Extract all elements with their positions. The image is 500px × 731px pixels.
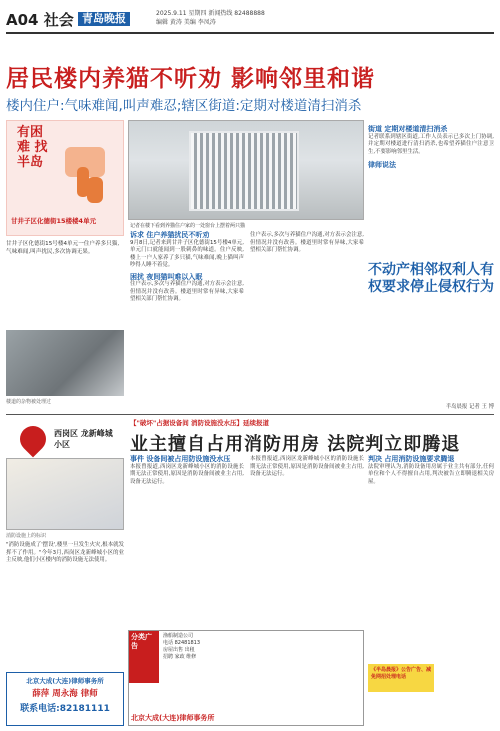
- section-text: 本报曾报道,西岗区龙新峰城小区的消防设施长期无法正常使用,原因是消防设备间被业主占用,设备无法运行。: [250, 456, 364, 477]
- byline1: 半岛晨报 记者 王 博: [445, 404, 494, 410]
- section-title: 事件 设备间被占用防设施没水压: [130, 455, 231, 463]
- editor-line: 编辑 黄涛 美编 李凤涛: [156, 19, 216, 26]
- section-text: 住户表示,多次与养猫住户沟通,对方表示会注意,但情况并没有改善。楼道里时常有异味,大家希望相关部门帮忙协调。: [130, 281, 244, 302]
- ad-names: 薛萍 周永海 律师: [32, 689, 98, 699]
- story2-col2: [250, 456, 364, 479]
- classified-line: 渔船制造公司: [163, 633, 194, 639]
- classified-line: 房屋出售 出租: [163, 647, 195, 653]
- date-line: 2025.9.11 星期四 新闻热线 82488888: [156, 10, 265, 17]
- lawyer-headline: 不动产相邻权利人有权要求停止侵权行为: [368, 262, 494, 295]
- help-badge-box: [6, 120, 124, 236]
- hand-pointer-icon: [59, 143, 111, 213]
- story1-headline: 居民楼内养猫不听劝 影响邻里和谐: [6, 65, 376, 92]
- window-grid: [189, 131, 299, 211]
- paper-logo: 青岛晚报: [78, 12, 130, 26]
- section-title: 诉求 住户养猫扰民不听劝: [130, 231, 210, 239]
- story2-headline: 业主擅自占用消防用房 法院判立即腾退: [130, 434, 461, 455]
- story2-tag: 【"破坏"占据设备间 消防设施没水压】延续报道: [130, 419, 270, 427]
- ad-firm: 北京大成(大连)律师事务所: [26, 677, 104, 685]
- left-photo2-caption: 消防设施上的标识: [6, 533, 47, 539]
- classified-promo: 北京大成(大连)律师事务所: [131, 714, 215, 722]
- left-photo: [6, 330, 124, 396]
- left-photo-2: [6, 458, 124, 530]
- section-title: 困扰 夜间猫叫难以入眠: [130, 272, 203, 281]
- masthead: [6, 6, 494, 34]
- classified-body: [163, 633, 361, 661]
- masthead-meta: [156, 9, 265, 27]
- story2-left-text: "消防设施成了'摆设',楼里一旦发生火灾,根本就发挥不了作用。"今年3月,西岗区龙新峰城小区的业主反映,他们小区楼内的消防设施无法使用。: [6, 542, 124, 563]
- help-badge: 有困难 找半岛: [17, 125, 48, 170]
- law-firm-ad: [6, 672, 124, 726]
- classified-line: 电话 82481813: [163, 640, 201, 646]
- main-photo-caption: 记者在楼下看到养猫住户家的一处窗台上摆着两只猫: [130, 223, 246, 229]
- story1-col2: [250, 232, 364, 255]
- location-pin-icon: [15, 421, 52, 458]
- section-title: 街道 定期对楼道清扫消杀: [368, 125, 448, 133]
- location-text: 西岗区 龙新峰城小区: [54, 429, 113, 449]
- section-title: 判决 占用消防设施要求腾退: [368, 455, 455, 463]
- story1-subhead: 楼内住户:气味难闻,叫声难忍;辖区街道:定期对楼道清扫消杀: [6, 98, 362, 114]
- classified-line: 招聘 家政 维修: [163, 654, 197, 660]
- left-photo-caption: 楼道的杂物被处理过: [6, 399, 52, 405]
- section-text: 住户表示,多次与养猫住户沟通,对方表示会注意,但情况并没有改善。楼道里时常有异味,大家希望相关部门帮忙协调。: [250, 232, 364, 253]
- story2-col1: [130, 456, 244, 486]
- section-divider: [6, 414, 494, 415]
- classified-header: 分类广告: [129, 631, 159, 683]
- story2-col3: [368, 456, 494, 486]
- case-location: 甘井子区化德街15楼楼4单元: [11, 217, 97, 225]
- ad-phone: 联系电话:82181111: [20, 704, 110, 714]
- lawyer-label: 律师说法: [368, 161, 396, 169]
- story1-col3: [368, 126, 494, 170]
- section-text: 记者联系到辖区街道,工作人员表示已多次上门协调,并定期对楼道进行清扫消杀,也希望养猫住户注意卫生,不要影响邻里生活。: [368, 133, 494, 155]
- section-text: 9月8日,记者来到甘井子区化德街15号楼4单元,单元门口就能闻到一股刺鼻的味道。住户反映,楼上一户人家养了多只猫,气味难闻,晚上猫叫声吵得人睡不着觉。: [130, 239, 244, 268]
- classified-ads: [128, 630, 364, 726]
- story1-intro: 甘井子区化德街15号楼4单元一住户养多只猫,气味难闻,叫声扰民,多次协调无果。: [6, 241, 120, 255]
- story1-col1: [130, 232, 244, 304]
- section-text: 法院审理认为,消防设备用房属于业主共有部分,任何单位和个人不得擅自占用,判决被告立即腾退相关房屋。: [368, 463, 494, 485]
- section-number: A04 社会: [6, 11, 74, 29]
- notice-box: 《半岛晨报》公告广告、减免网招处理电话: [368, 664, 434, 692]
- main-photo: [128, 120, 364, 220]
- section-text: 本报曾报道,西岗区龙新峰城小区的消防设施长期无法正常使用,原因是消防设备间被业主占用,设备无法运行。: [130, 463, 244, 485]
